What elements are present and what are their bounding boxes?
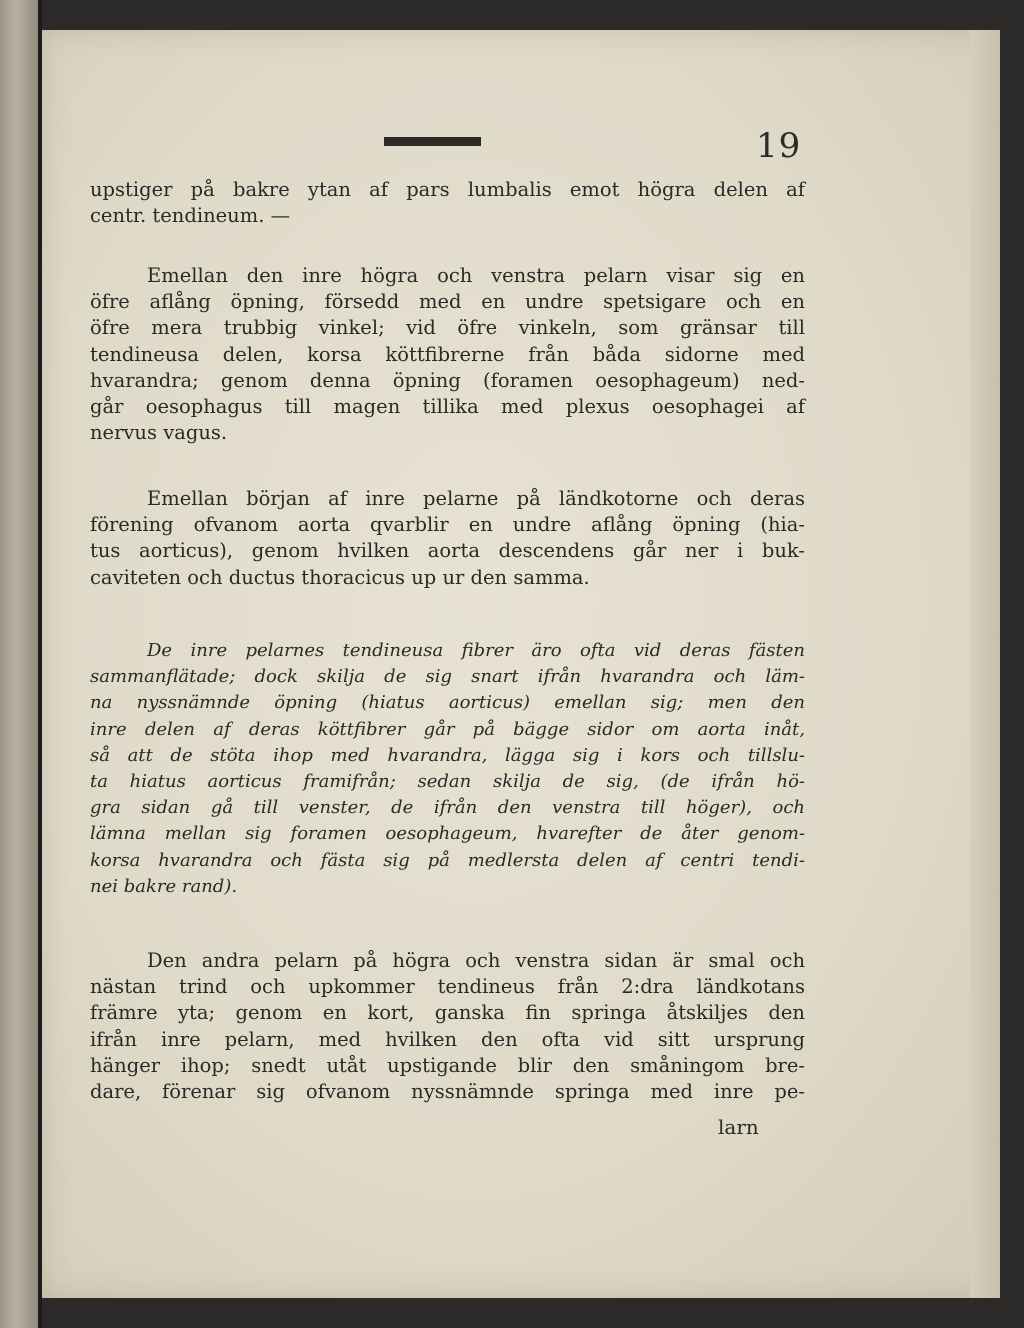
text-line: går oesophagus till magen tillika med plexus oesophagei af — [90, 394, 805, 418]
text-line: korsa hvarandra och fästa sig på medlersta delen af centri tendi- — [90, 849, 805, 871]
text-line: centr. tendineum. — — [90, 204, 291, 228]
text-line: lämna mellan sig foramen oesophageum, hvarefter de åter genom- — [90, 823, 805, 845]
text-line: tendineusa delen, korsa köttfibrerne från båda sidorne med — [90, 342, 805, 366]
text-line: hänger ihop; snedt utåt upstigande blir den småningom bre- — [90, 1053, 805, 1077]
text-line: Den andra pelarn på högra och venstra sidan är smal och — [147, 949, 805, 972]
text-line: sammanflätade; dock skilja de sig snart ifrån hvarandra och läm- — [90, 666, 805, 688]
text-line: De inre pelarnes tendineusa fibrer äro ofta vid deras fästen — [147, 640, 805, 661]
text-line: förening ofvanom aorta qvarblir en undre aflång öpning (hia- — [90, 513, 805, 537]
paragraph-1 — [90, 177, 805, 229]
text-line: så att de stöta ihop med hvarandra, lägga sig i kors och tillslu- — [90, 744, 805, 766]
page-edge-shadow — [970, 30, 1000, 1298]
text-line: Emellan den inre högra och venstra pelarn visar sig en — [147, 264, 805, 287]
paragraph-3 — [90, 486, 805, 591]
italic-note — [90, 638, 805, 900]
text-line: na nyssnämnde öpning (hiatus aorticus) emellan sig; men den — [90, 692, 805, 714]
text-line: nästan trind och upkommer tendineus från 2:dra ländkotans — [90, 975, 805, 999]
text-line: ta hiatus aorticus framifrån; sedan skilja de sig, (de ifrån hö- — [90, 770, 805, 792]
text-line: Emellan början af inre pelarne på ländkotorne och deras — [147, 487, 805, 510]
text-line: ifrån inre pelarn, med hvilken den ofta vid sitt ursprung — [90, 1027, 805, 1051]
paragraph-5 — [90, 948, 805, 1105]
adjacent-page-edge — [0, 0, 40, 1328]
text-line: tus aorticus), genom hvilken aorta descendens går ner i buk- — [90, 539, 805, 563]
text-line: nervus vagus. — [90, 421, 228, 445]
text-line: dare, förenar sig ofvanom nyssnämnde springa med inre pe- — [90, 1079, 805, 1103]
text-line: öfre mera trubbig vinkel; vid öfre vinkeln, som gränsar till — [90, 316, 805, 340]
catchword: larn — [718, 1115, 759, 1139]
header-rule — [384, 137, 481, 146]
text-line: upstiger på bakre ytan af pars lumbalis emot högra delen af — [90, 178, 805, 201]
paragraph-2 — [90, 263, 805, 446]
text-line: öfre aflång öpning, försedd med en undre spetsigare och en — [90, 290, 805, 314]
text-line: nei bakre rand). — [90, 875, 238, 897]
text-line: hvarandra; genom denna öpning (foramen oesophageum) ned- — [90, 368, 805, 392]
text-line: gra sidan gå till venster, de ifrån den venstra till höger), och — [90, 797, 805, 819]
text-line: caviteten och ductus thoracicus up ur den samma. — [90, 565, 590, 589]
text-line: inre delen af deras köttfibrer går på bägge sidor om aorta inåt, — [90, 718, 805, 740]
text-line: främre yta; genom en kort, ganska fin springa åtskiljes den — [90, 1001, 805, 1025]
page-number: 19 — [756, 126, 802, 166]
